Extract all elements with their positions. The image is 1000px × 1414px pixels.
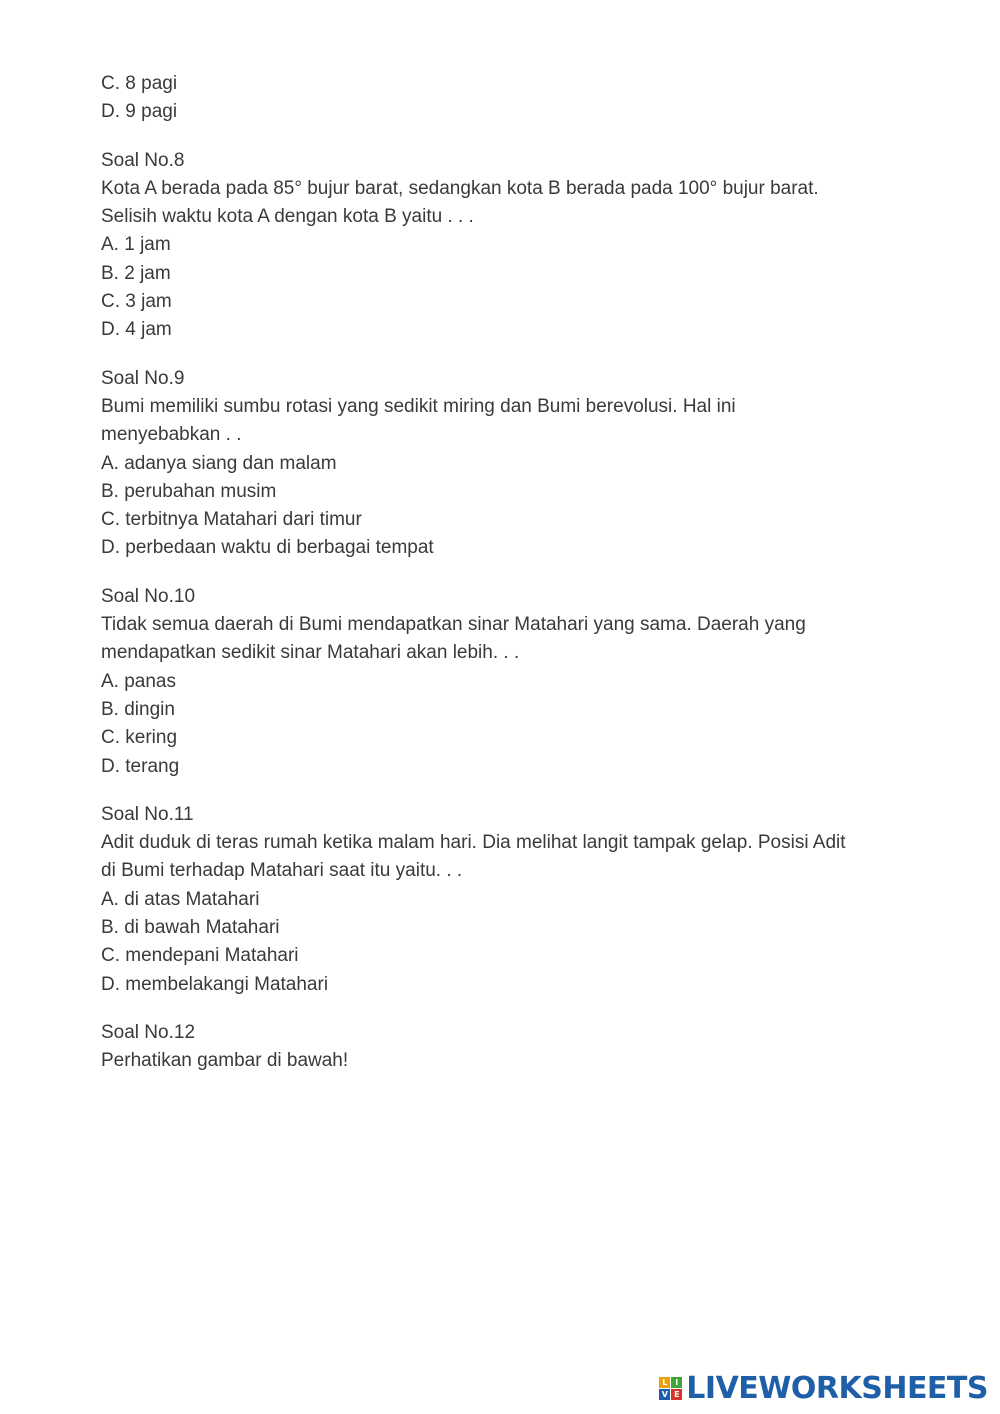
question-stem-line: Selisih waktu kota A dengan kota B yaitu . . . [101, 206, 474, 228]
question-title: Soal No.10 [101, 585, 196, 607]
logo-mark-tile: V [659, 1389, 670, 1400]
option-c[interactable]: C. terbitnya Matahari dari timur [101, 509, 362, 531]
option-b[interactable]: B. 2 jam [101, 262, 171, 284]
question-stem-line: di Bumi terhadap Matahari saat itu yaitu. . . [101, 860, 463, 882]
option-a[interactable]: A. panas [101, 670, 176, 692]
question-8 [101, 147, 901, 345]
option-b[interactable]: B. dingin [101, 698, 175, 720]
option-a[interactable]: A. adanya siang dan malam [101, 452, 337, 474]
option-d[interactable]: D. perbedaan waktu di berbagai tempat [101, 537, 434, 559]
liveworksheets-logo-icon [659, 1377, 682, 1400]
logo-mark-tile: E [671, 1389, 682, 1400]
question-11 [101, 801, 901, 999]
option-c[interactable]: C. 8 pagi [101, 73, 178, 94]
question-stem-line: menyebabkan . . [101, 424, 242, 446]
logo-text: LIVEWORKSHEETS [686, 1370, 988, 1406]
question-title: Soal No.11 [101, 803, 194, 825]
option-d[interactable]: D. 9 pagi [101, 101, 178, 123]
option-d[interactable]: D. membelakangi Matahari [101, 973, 329, 995]
question-title: Soal No.12 [101, 1021, 196, 1043]
question-10 [101, 583, 901, 781]
option-b[interactable]: B. perubahan musim [101, 480, 277, 502]
option-c[interactable]: C. mendepani Matahari [101, 945, 299, 967]
option-d[interactable]: D. 4 jam [101, 319, 172, 341]
question-title: Soal No.9 [101, 367, 185, 389]
question-9 [101, 365, 901, 563]
question-title: Soal No.8 [101, 149, 185, 171]
question-stem-line: Tidak semua daerah di Bumi mendapatkan sinar Matahari yang sama. Daerah yang [101, 614, 806, 636]
question-stem-line: Adit duduk di teras rumah ketika malam hari. Dia melihat langit tampak gelap. Posisi Adit [101, 832, 846, 854]
option-c[interactable]: C. kering [101, 727, 178, 749]
option-c[interactable]: C. 3 jam [101, 291, 172, 313]
previous-question-options [101, 70, 901, 127]
option-a[interactable]: A. di atas Matahari [101, 888, 260, 910]
question-stem-line: Bumi memiliki sumbu rotasi yang sedikit miring dan Bumi berevolusi. Hal ini [101, 395, 736, 417]
question-stem-line: Kota A berada pada 85° bujur barat, sedangkan kota B berada pada 100° bujur barat. [101, 177, 819, 199]
liveworksheets-logo [659, 1368, 988, 1408]
logo-mark-tile: L [659, 1377, 670, 1388]
option-b[interactable]: B. di bawah Matahari [101, 917, 280, 939]
question-12 [101, 1019, 901, 1076]
question-stem-line: mendapatkan sedikit sinar Matahari akan lebih. . . [101, 642, 520, 664]
option-d[interactable]: D. terang [101, 755, 180, 777]
logo-mark-tile: I [671, 1377, 682, 1388]
worksheet-page [101, 70, 901, 1076]
question-stem-line: Perhatikan gambar di bawah! [101, 1050, 349, 1072]
option-a[interactable]: A. 1 jam [101, 234, 171, 256]
